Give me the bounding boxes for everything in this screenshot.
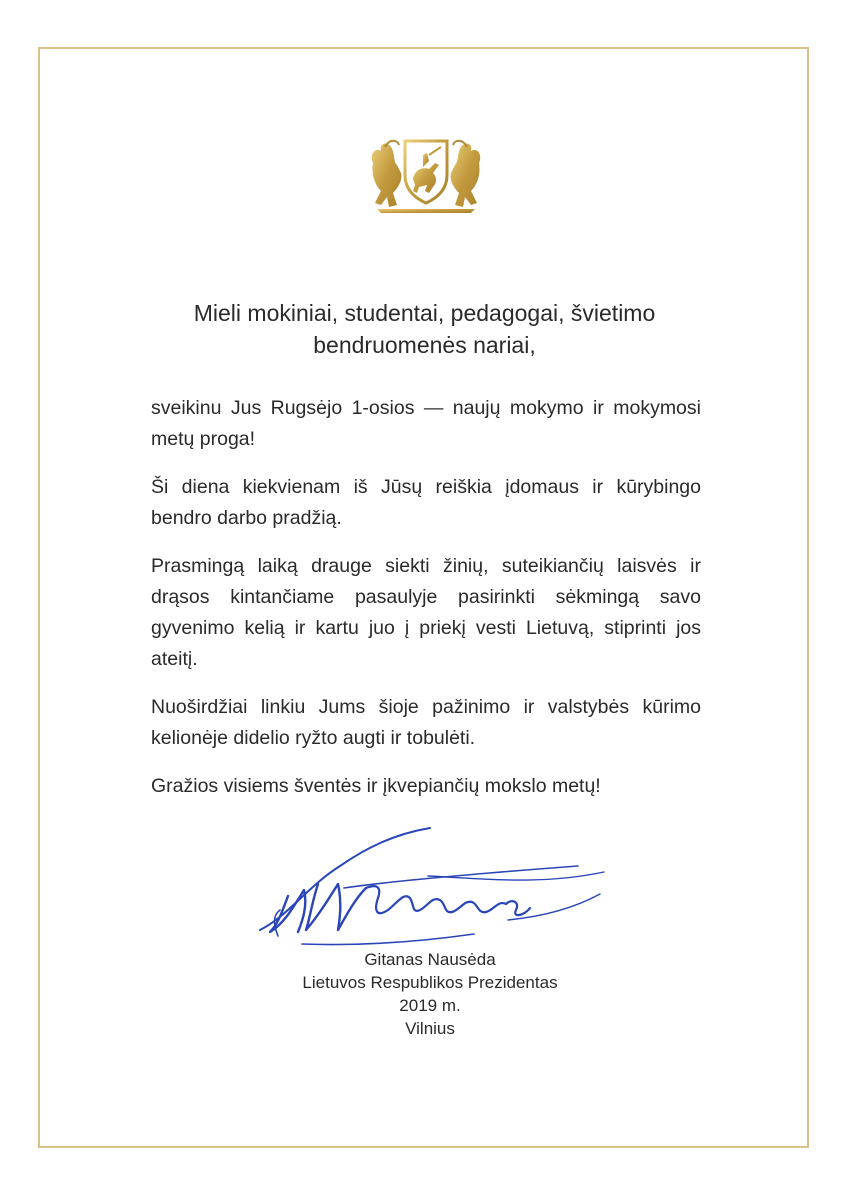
signatory-title: Lietuvos Respublikos Prezidentas xyxy=(302,973,558,992)
signatory-year: 2019 m. xyxy=(399,996,461,1015)
letter-paragraph: Gražios visiems šventės ir įkvepiančių mokslo metų! xyxy=(151,775,601,797)
letter-paragraph: Nuoširdžiai linkiu Jums šioje pažinimo ir valstybės kūrimo kelionėje didelio ryžto augti ir tobulėti. xyxy=(151,696,701,749)
letter-salutation: Mieli mokiniai, studentai, pedagogai, švietimo bendruomenės nariai, xyxy=(193,300,656,358)
signatory-block xyxy=(230,948,630,1040)
handwritten-signature xyxy=(248,826,618,956)
letter-paragraph: Ši diena kiekvienam iš Jūsų reiškia įdomaus ir kūrybingo bendro darbo pradžią. xyxy=(151,476,701,529)
signatory-name: Gitanas Nausėda xyxy=(364,950,496,969)
signatory-place: Vilnius xyxy=(405,1019,455,1038)
letter-paragraph: Prasmingą laiką drauge siekti žinių, suteikiančių laisvės ir drąsos kintančiame pasaulyje pasirinkti sėkmingą savo gyvenimo kelią ir kartu juo į priekį vesti Lietuvą, stiprinti jos ateitį. xyxy=(151,555,701,670)
letter-paragraph: sveikinu Jus Rugsėjo 1-osios — naujų mokymo ir mokymosi metų proga! xyxy=(151,397,701,450)
letter-body xyxy=(151,393,701,819)
coat-of-arms-emblem-icon xyxy=(367,133,485,215)
